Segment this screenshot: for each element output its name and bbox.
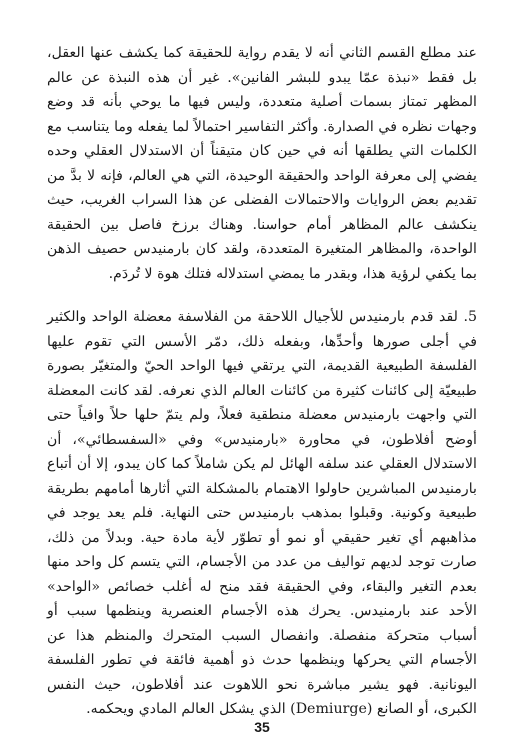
- paragraph-one-and-many: 5. لقد قدم بارمنيدس للأجيال اللاحقة من الفلاسفة معضلة الواحد والكثير في أجلى صورها وأحدِّها، وبفعله ذلك، دمّر الأسس التي تقوم عليها الفلسفة الطبيعية القديمة، التي يرتقي فيها الواحد الحيّ والمتغيّر بصورة طبيعيّة إلى كائنات كثيرة من كائنات العالم الذي نعرفه. لقد كانت المعضلة التي واجهت بارمنيدس معضلة منطقية فعلاً، ولم يتمّ حلها حلاً وافياً حتى أوضح أفلاطون، في محاورة «بارمنيدس» وفي «السفسطائي»، أن الاستدلال العقلي عند سلفه الهائل لم يكن شاملاً كما كان يبدو، إلا أن أتباع بارمنيدس المباشرين حاولوا الاهتمام بالمشكلة التي أثارها أمامهم بطريقة طبيعية وكونية. وقبلوا بمذهب بارمنيدس حتى النهاية. فلم يعد يوجد في مذاهبهم أي تغير حقيقي أو نمو أو تطوّر لأية مادة حية. وبدلاً من ذلك، صارت توجد لديهم تواليف من عدد من الأجسام، التي يتسم كل واحد منها بعدم التغير والبقاء، وفي الحقيقة فقد منح له أغلب خصائص «الواحد» الأحد عند بارمنيدس. يحرك هذه الأجسام العنصرية وينظمها سبب أو أسباب متحركة منفصلة. وانفصال السبب المتحرك والمنظم هذا عن الأجسام التي يحركها وينظمها حدث ذو أهمية فائقة في تطور الفلسفة اليونانية. فهو يشير مباشرة نحو اللاهوت عند أفلاطون، حيث النفس الكبرى، أو الصانع (Demiurge) الذي يشكل العالم المادي ويحكمه.: [47, 309, 477, 718]
- page-number: 35: [254, 719, 270, 735]
- paragraph-parmenides-appearance: عند مطلع القسم الثاني أنه لا يقدم رواية للحقيقة كما يكشف عنها العقل، بل فقط «نبذة عمّا يبدو للبشر الفانين». غير أن هذه النبذة عن عالم المظهر تمتاز بسمات أصلية متعددة، وليس فيها ما يوحي بأنه قد وضع وجهات نظره في الصدارة. وأكثر التفاسير احتمالاً لما يفعله وما يتناسب مع الكلمات التي يطلقها أنه في حين كان متيقناً أن الاستدلال العقلي وحده يفضي إلى معرفة الواحد والحقيقة الوحيدة، التي هي العالم، فإنه لا بدَّ من تقديم بعض الروايات والاحتمالات الفضلى عن هذا السراب الغريب، حيث ينكشف عالم المظاهر أمام حواسنا. وهناك برزخ فاصل بين الحقيقة الواحدة، والمظاهر المتغيرة المتعددة، ولقد كان بارمنيدس حصيف الذهن بما يكفي لرؤية هذا، وبقدر ما يمضي استدلاله فتلك هوة لا تُردَم.: [47, 45, 477, 282]
